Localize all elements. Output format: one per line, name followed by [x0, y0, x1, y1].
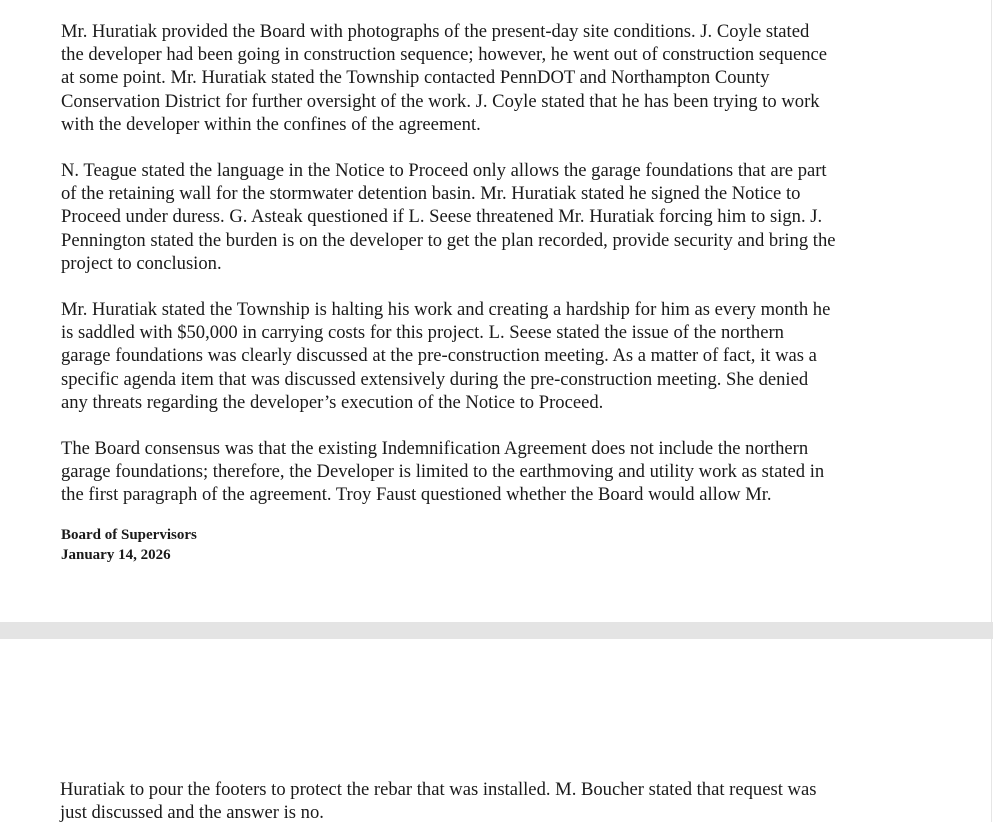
- paragraph-notice-to-proceed: N. Teague stated the language in the Notice to Proceed only allows the garage foundations that are part of the retaining wall for the stormwater detention basin. Mr. Huratiak stated he signed the Notice to Proceed under duress. G. Asteak questioned if L. Seese threatened Mr. Huratiak forcing him to sign. J. Pennington stated the burden is on the developer to get the plan recorded, provide security and bring the project to conclusion.: [61, 160, 836, 274]
- footer-organization: Board of Supervisors: [61, 527, 197, 543]
- paragraph-footers-rebar: Huratiak to pour the footers to protect the rebar that was installed. M. Boucher stated that request was just discussed and the answer is no.: [60, 779, 817, 822]
- paragraph-board-consensus: The Board consensus was that the existing Indemnification Agreement does not include the northern garage foundations; therefore, the Developer is limited to the earthmoving and utility work as stated in the first paragraph of the agreement. Troy Faust questioned whether the Board would allow Mr.: [61, 438, 825, 506]
- page-separator: [0, 622, 993, 639]
- page-2: [0, 639, 992, 822]
- paragraph-hardship: Mr. Huratiak stated the Township is halting his work and creating a hardship for him as every month he is saddled with $50,000 in carrying costs for this project. L. Seese stated the issue of the northern garage foundations was clearly discussed at the pre-construction meeting. As a matter of fact, it was a specific agenda item that was discussed extensively during the pre-construction meeting. She denied any threats regarding the developer’s execution of the Notice to Proceed.: [61, 299, 831, 413]
- paragraph-site-conditions: Mr. Huratiak provided the Board with photographs of the present-day site conditions. J. Coyle stated the developer had been going in construction sequence; however, he went out of construction sequence at some point. Mr. Huratiak stated the Township contacted PennDOT and Northampton County Conservation District for further oversight of the work. J. Coyle stated that he has been trying to work with the developer within the confines of the agreement.: [61, 21, 827, 135]
- footer-date: January 14, 2026: [61, 546, 171, 563]
- page-footer: [61, 526, 197, 565]
